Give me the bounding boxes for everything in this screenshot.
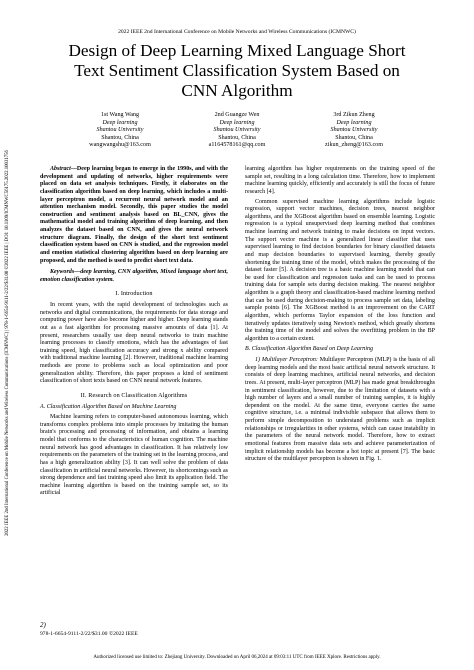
mlp-text: Multilayer Perceptron (MLP) is the basis of all deep learning models and the most basic artificial neural network structure. It consists of deep learning machines, artificial neural networks, and decision trees. At present, multi-layer perceptron (MLP) has made great breakthroughs in sentiment classification, however, due to the limitation of datasets with a high number of layers and a small number of training samples, it is highly dependent on the model. At the same time, everyone carries the same cognitive structure, i.e. a minimal indivisible subspace that allows them to perform simple decomposition to understand problems such as implicit relationships or irregularities in other systems, which can cause instability in the parameters of the neural network model. Therefore, how to extract emotional features from massive data sets and achieve parameterization of implicit relationship models has become a hot topic at present [7]. The basic structure of the multilayer perceptron is shown in Fig. 1. <box>245 357 435 463</box>
author-email: wangwangshu@163.com <box>89 142 151 148</box>
title-line: Design of Deep Learning Mixed Language Short <box>68 41 406 60</box>
keywords-text: —deep learning, CNN algorithm, Mixed language short text, emotion classification system. <box>40 269 228 283</box>
paper-title <box>40 41 434 101</box>
author-affiliation: Shantou University <box>96 127 144 133</box>
intro-paragraph: In recent years, with the rapid development of technologies such as networks and digital communications, the requirements for data storage and computing power have also become higher and higher. Deep learning stands out as a fast algorithm for processing massive amounts of data [1]. At present, researchers usually use deep neural networks to train machine learning processes to classify emotions, which has the advantages of fast training speed, high classification accuracy and strong x ability compared with traditional machine learning [2]. However, traditional machine learning methods are prone to problems such as local optimization and poor generalization ability. Therefore, this paper proposes a kind of sentiment classification of short texts based on CNN neural network features. <box>40 302 228 385</box>
author-role: Deep learning <box>102 119 138 126</box>
keywords-label: Keywords <box>50 269 75 276</box>
section-heading-introduction: I. Introduction <box>115 290 153 298</box>
author-email: zikun_zheng@163.com <box>325 142 383 148</box>
mlp-paragraph <box>245 357 435 464</box>
author-city: Shantou, China <box>101 134 139 141</box>
author-block <box>284 112 424 150</box>
author-name: 2nd Guangze Wen <box>214 112 260 118</box>
author-role: Deep learning <box>219 119 255 126</box>
author-affiliation: Shantou University <box>213 127 261 133</box>
section-heading-research: II. Research on Classification Algorithms <box>80 391 188 399</box>
abstract-label: Abstract <box>50 166 71 172</box>
mlp-label: 1) Multilayer Perceptron: <box>255 357 318 363</box>
title-line: Text Sentiment Classification System Based on <box>74 61 400 80</box>
page-marker: 2) <box>40 621 46 629</box>
abstract-text: —Deep learning began to emerge in the 1990s, and with the development and updating of networks, higher requirements were placed on data set analysis techniques. Firstly, it elaborates on the classification algorithm based on deep learning, which includes a multi-layer perceptron model, a recurrent neural network model and an attention mechanism model. Secondly, this paper studies the model construction and sentiment analysis based on BL_CNN, gives the mathematical model and training algorithm of deep learning, and then analyzes the dataset based on CNN, and gives the neural network structure diagram. Finally, the design of the short text sentiment classification system based on CNN is studied, and the regression model and emotion statistical clustering algorithm based on deep learning are proposed, and the method is used to predict short text data. <box>40 166 228 264</box>
subsection-heading-deep-learning: B. Classification Algorithm Based on Deep Learning <box>245 346 374 353</box>
author-role: Deep learning <box>336 119 372 126</box>
author-email: a1164578161@qq.com <box>208 142 266 148</box>
abstract <box>40 166 228 265</box>
author-city: Shantou, China <box>218 134 256 141</box>
author-name: 1st Wang Wang <box>100 112 140 118</box>
author-city: Shantou, China <box>335 134 373 141</box>
subsection-heading-machine-learning: A. Classification Algorithm Based on Machine Learning <box>40 403 177 410</box>
body-paragraph: Machine learning refers to computer-based autonomous learning, which transforms complex problems into simple processes by imitating the human brain's processing and processing of information, and obtains a learning model that conforms to the characteristics of human cognition. The machine neural network has good advantages in classification. It has relatively low requirements on the parameters of the training set in the learning process, and has a high generalization ability [3]. It can well solve the problem of data classification in artificial neural networks. However, its shortcomings such as strong dependence and fast training speed also limit its application field. The machine learning algorithm is based on the training sample set, so its artificial <box>40 414 228 497</box>
keywords <box>40 269 228 284</box>
title-line: CNN Algorithm <box>181 81 293 100</box>
right-column <box>245 166 435 464</box>
side-identifier: 2022 IEEE 2nd International Conference on Mobile Networks and Wireless Communications (ICMNWC) | 978-1-6654-9111-2/22/$31.00 ©2022 IEEE | DOI: 10.1109/ICMNWC56175.2022.10031756 <box>5 150 10 536</box>
body-paragraph: Common supervised machine learning algorithms include logistic regression, support vector machines, decision trees, nearest neighbor algorithms, and the XGBoost algorithm based on ensemble learning. Logistic regression is a typical unsupervised deep learning method that combines machine learning and network training to make decisions on input vectors. The support vector machine is a generalized linear classifier that uses supervised learning to find decision boundaries for binary classified datasets and map decision boundaries to supervised learning, thereby greatly shortening the training time of the model, which makes the processing of the dataset faster [5]. A decision tree is a basic machine learning model that can be used for classification and regression tasks and can be used to process training data for sample sets during decision making. The nearest neighbor algorithm is a graph theory and classification-based machine learning method that can be used during decision-making to process sample set data, labeling sample points [6]. The XGBoost method is an improvement on the CART algorithm, which performs Taylor expansion of the loss function and iteratively updates iteratively using Newton's method, which greatly shortens the training time of the model and solves the overfitting problem in the BP algorithm to a certain extent. <box>245 198 435 342</box>
body-paragraph: learning algorithm has higher requirements on the training speed of the sample set, resulting in a long calculation time. Therefore, how to implement machine learning quickly, efficiently and accurately is still the focus of future research [4]. <box>245 166 435 195</box>
footer-authorized-use: Authorized licensed use limited to: Zhejiang University. Downloaded on April 06,2024 at 09:03:11 UTC from IEEE Xplore. Restrictions apply. <box>93 655 381 660</box>
author-affiliation: Shantou University <box>330 127 378 133</box>
left-column <box>40 166 228 498</box>
footer-isbn: 978-1-6654-9111-2/22/$31.00 ©2022 IEEE <box>40 631 138 637</box>
conference-header: 2022 IEEE 2nd International Conference on Mobile Networks and Wireless Communications (ICMNWC) <box>118 29 356 35</box>
author-name: 3rd Zikun Zheng <box>333 112 375 118</box>
